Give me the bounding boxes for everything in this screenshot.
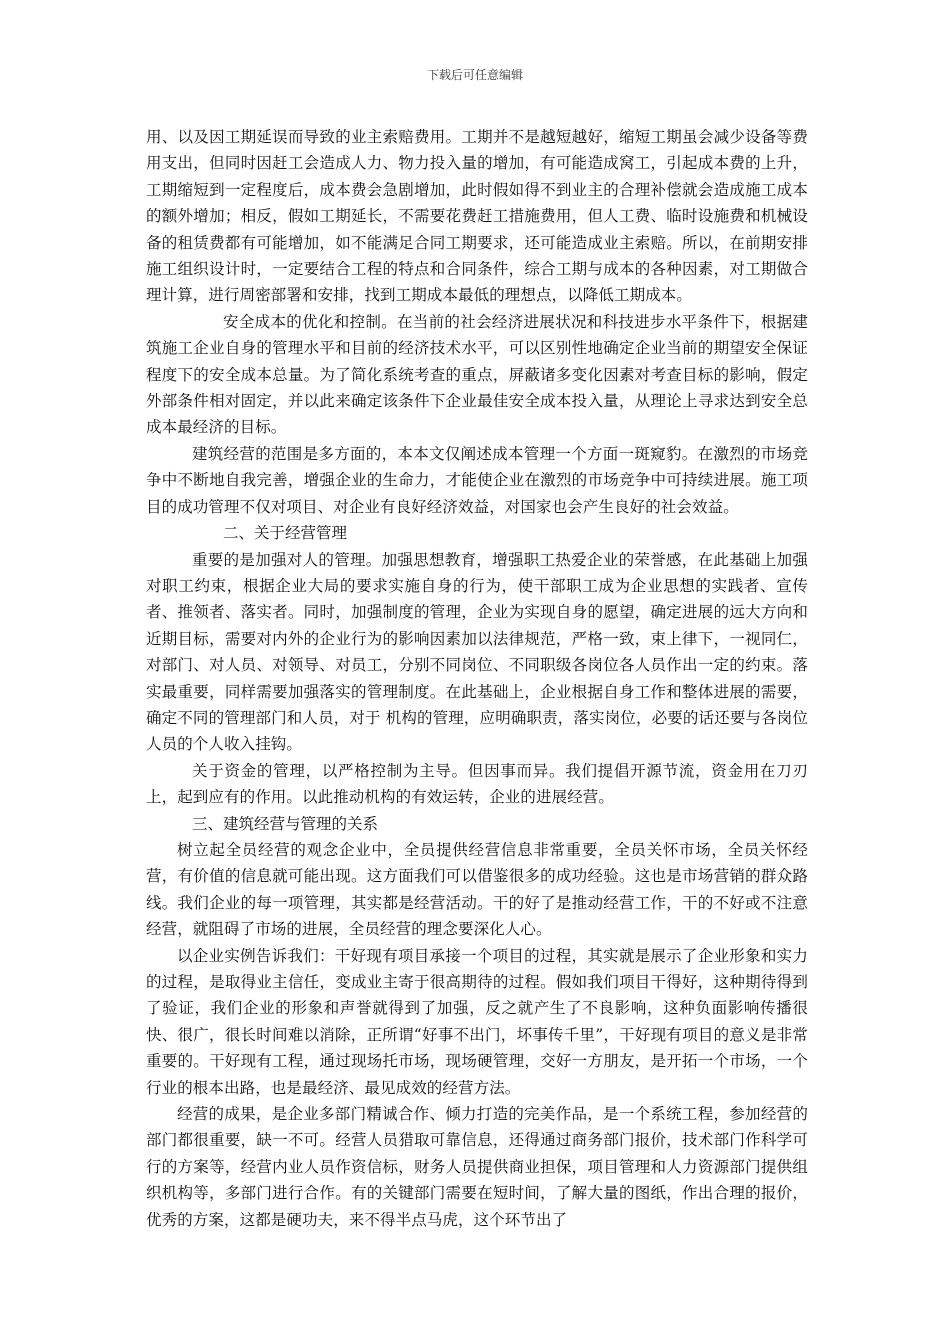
- document-body: [146, 124, 808, 1233]
- section-heading-business-management: 二、关于经营管理: [223, 524, 348, 543]
- paragraph-construction-period-cost: 用、以及因工期延误而导致的业主索赔费用。工期并不是越短越好，缩短工期虽会减少设备等费用支出，但同时因赶工会造成人力、物力投入量的增加，有可能造成窝工，引起成本费的上升，工期缩短到一定程度后，成本费会急剧增加，此时假如得不到业主的合理补偿就会造成施工成本的额外增加；相反，假如工期延长，不需要花费赶工措施费用，但人工费、临时设施费和机械设备的租赁费都有可能增加，如不能满足合同工期要求，还可能造成业主索赔。所以，在前期安排施工组织设计时，一定要结合工程的特点和合同条件，综合工期与成本的各种因素，对工期做合理计算，进行周密部署和安排，找到工期成本最低的理想点，以降低工期成本。: [146, 128, 808, 305]
- paragraph-construction-scope: 建筑经营的范围是多方面的，本本文仅阐述成本管理一个方面一斑窥豹。在激烈的市场竞争中不断地自我完善，增强企业的生命力，才能使企业在激烈的市场竞争中可持续进展。施工项目的成功管理不仅对项目、对企业有良好经济效益，对国家也会产生良好的社会效益。: [146, 444, 808, 516]
- paragraph-fund-management: 关于资金的管理，以严格控制为主导。但因事而异。我们提倡开源节流，资金用在刀刃上，起到应有的作用。以此推动机构的有效运转，企业的进展经营。: [146, 761, 808, 807]
- paragraph-all-staff-operation: 树立起全员经营的观念企业中，全员提供经营信息非常重要，全员关怀市场，全员关怀经营，有价值的信息就可能出现。这方面我们可以借鉴很多的成功经验。这也是市场营销的群众路线。我们企业的每一项管理，其实都是经营活动。干的好了是推动经营工作，干的不好或不注意经营，就阻碍了市场的进展，全员经营的理念要深化人心。: [146, 840, 808, 939]
- paragraph-enterprise-example: 以企业实例告诉我们：干好现有项目承接一个项目的过程，其实就是展示了企业形象和实力的过程，是取得业主信任，变成业主寄于很高期待的过程。假如我们项目干得好，这种期待得到了验证，我们企业的形象和声誉就得到了加强，反之就产生了不良影响，这种负面影响传播很快、很广，很长时间难以消除，正所谓“好事不出门，坏事传千里”，干好现有项目的意义是非常重要的。干好现有工程，通过现场托市场，现场硬管理，交好一方朋友，是开拓一个市场，一个行业的根本出路，也是最经济、最见成效的经营方法。: [146, 946, 808, 1097]
- section-heading-relationship: 三、建筑经营与管理的关系: [192, 814, 379, 833]
- paragraph-safety-cost: 安全成本的优化和控制。在当前的社会经济进展状况和科技进步水平条件下，根据建筑施工企业自身的管理水平和目前的经济技术水平，可以区别性地确定企业当前的期望安全保证程度下的安全成本总量。为了简化系统考查的重点，屏蔽诸多变化因素对考查目标的影响，假定外部条件相对固定，并以此来确定该条件下企业最佳安全成本投入量，从理论上寻求达到安全总成本最经济的目标。: [146, 312, 808, 437]
- paragraph-operation-results: 经营的成果，是企业多部门精诚合作、倾力打造的完美作品，是一个系统工程，参加经营的部门都很重要，缺一不可。经营人员猎取可靠信息，还得通过商务部门报价，技术部门作科学可行的方案等，经营内业人员作资信标，财务人员提供商业担保，项目管理和人力资源部门提供组织机构等，多部门进行合作。有的关键部门需要在短时间，了解大量的图纸，作出合理的报价，优秀的方案，这都是硬功夫，来不得半点马虎，这个环节出了: [146, 1105, 808, 1229]
- paragraph-people-management: 重要的是加强对人的管理。加强思想教育，增强职工热爱企业的荣誉感，在此基础上加强对职工约束，根据企业大局的要求实施自身的行为，使干部职工成为企业思想的实践者、宣传者、推领者、落实者。同时，加强制度的管理，企业为实现自身的愿望，确定进展的远大方向和近期目标，需要对内外的企业行为的影响因素加以法律规范，严格一致，束上律下，一视同仁，对部门、对人员、对领导、对员工，分别不同岗位、不同职级各岗位各人员作出一定的约束。落实最重要，同样需要加强落实的管理制度。在此基础上，企业根据自身工作和整体进展的需要，确定不同的管理部门和人员，对于 机构的管理，应明确职责，落实岗位，必要的话还要与各岗位人员的个人收入挂钩。: [146, 550, 808, 754]
- page-header: 下载后可任意编辑: [426, 68, 523, 82]
